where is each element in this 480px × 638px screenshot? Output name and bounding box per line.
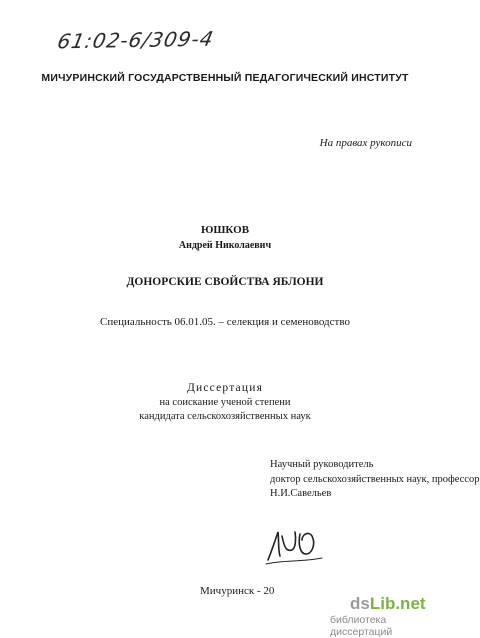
logo-part-ds: ds — [350, 594, 370, 613]
supervisor-name: Н.И.Савельев — [270, 488, 332, 499]
supervisor-role: Научный руководитель — [270, 459, 374, 470]
city-year: Мичуринск - 20 — [200, 585, 275, 597]
dissertation-heading: Диссертация — [186, 382, 264, 394]
degree-line-2: кандидата сельскохозяйственных наук — [139, 411, 311, 422]
dslib-logo — [350, 594, 426, 614]
degree-line-1: на соискание ученой степени — [159, 397, 291, 408]
dissertation-title: ДОНОРСКИЕ СВОЙСТВА ЯБЛОНИ — [126, 276, 324, 288]
specialty-line: Специальность 06.01.05. – селекция и семеноводство — [100, 316, 350, 328]
watermark-subtitle: библиотека диссертаций — [330, 614, 393, 638]
logo-part-lib: Lib.net — [369, 594, 426, 613]
handwritten-code: 61:02-6/309-4 — [55, 26, 217, 54]
institute-name: МИЧУРИНСКИЙ ГОСУДАРСТВЕННЫЙ ПЕДАГОГИЧЕСКИЙ ИНСТИТУТ — [41, 72, 409, 84]
manuscript-note: На правах рукописи — [319, 137, 412, 149]
signature-icon — [262, 520, 332, 568]
author-name: Андрей Николаевич — [178, 240, 272, 251]
supervisor-degree: доктор сельскохозяйственных наук, профессор — [270, 474, 480, 485]
author-surname: ЮШКОВ — [200, 224, 250, 236]
